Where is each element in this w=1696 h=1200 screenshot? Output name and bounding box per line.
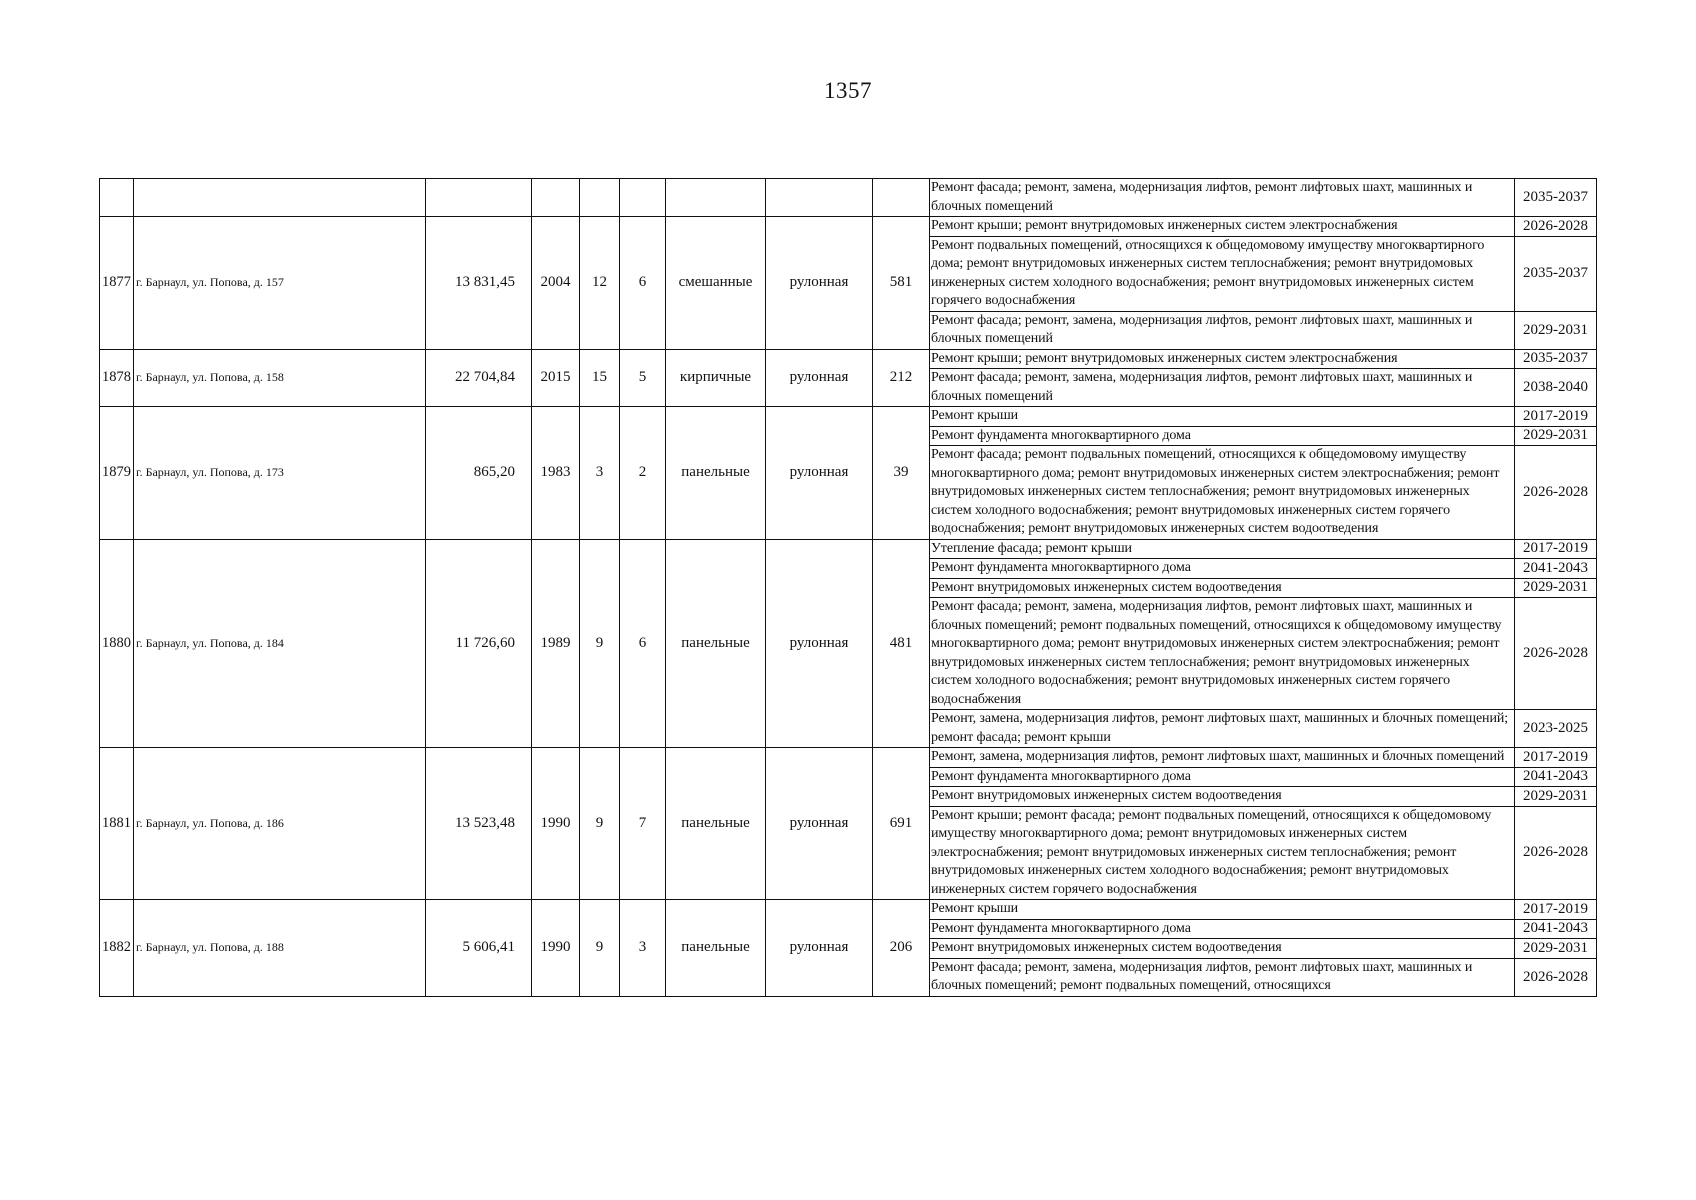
work-description: Ремонт крыши; ремонт внутридомовых инженерных систем электроснабжения [930, 349, 1515, 369]
work-description: Ремонт, замена, модернизация лифтов, ремонт лифтовых шахт, машинных и блочных помещений [930, 748, 1515, 768]
building-number: 1882 [100, 900, 134, 997]
building-number: 1881 [100, 748, 134, 900]
wall-material: панельные [666, 748, 766, 900]
building-address: г. Барнаул, ул. Попова, д. 184 [134, 539, 426, 748]
work-description: Ремонт фасада; ремонт, замена, модернизация лифтов, ремонт лифтовых шахт, машинных и блочных помещений; ремонт подвальных помещений, относящихся к общедомовому имуществу многоквартирного дома; ремонт внутридомовых инженерных систем электроснабжения; ремонт внутридомовых инженерных систем теплоснабжения; ремонт внутридомовых инженерных систем холодного водоснабжения; ремонт внутридомовых инженерных систем горячего водоснабжения [930, 598, 1515, 710]
entrances-count: 7 [620, 748, 666, 900]
entrances-count: 3 [620, 900, 666, 997]
roof-type: рулонная [766, 349, 873, 407]
table-row [100, 900, 1597, 920]
empty-cell [532, 179, 580, 217]
work-period: 2017-2019 [1515, 748, 1597, 768]
building-address: г. Барнаул, ул. Попова, д. 157 [134, 217, 426, 350]
wall-material: кирпичные [666, 349, 766, 407]
work-period: 2026-2028 [1515, 598, 1597, 710]
residents-count: 39 [873, 407, 930, 540]
work-period: 2041-2043 [1515, 559, 1597, 579]
building-number: 1877 [100, 217, 134, 350]
roof-type: рулонная [766, 748, 873, 900]
residents-count: 691 [873, 748, 930, 900]
work-period: 2029-2031 [1515, 787, 1597, 807]
building-address: г. Барнаул, ул. Попова, д. 158 [134, 349, 426, 407]
work-period: 2017-2019 [1515, 407, 1597, 427]
work-period: 2026-2028 [1515, 958, 1597, 996]
work-description: Ремонт подвальных помещений, относящихся к общедомовому имуществу многоквартирного дома; ремонт внутридомовых инженерных систем теплоснабжения; ремонт внутридомовых инженерных систем холодного водоснабжения; ремонт внутридомовых инженерных систем горячего водоснабжения [930, 236, 1515, 311]
entrances-count: 6 [620, 539, 666, 748]
work-description: Ремонт, замена, модернизация лифтов, ремонт лифтовых шахт, машинных и блочных помещений; ремонт фасада; ремонт крыши [930, 710, 1515, 748]
work-period: 2017-2019 [1515, 900, 1597, 920]
work-description: Ремонт фасада; ремонт, замена, модернизация лифтов, ремонт лифтовых шахт, машинных и блочных помещений [930, 369, 1515, 407]
floors-count: 12 [580, 217, 620, 350]
empty-cell [766, 179, 873, 217]
residents-count: 206 [873, 900, 930, 997]
work-description: Ремонт фундамента многоквартирного дома [930, 559, 1515, 579]
building-number: 1880 [100, 539, 134, 748]
entrances-count: 5 [620, 349, 666, 407]
table-row [100, 179, 1597, 217]
residents-count: 481 [873, 539, 930, 748]
roof-type: рулонная [766, 407, 873, 540]
capital-repair-table [99, 178, 1597, 997]
table-row [100, 349, 1597, 369]
build-year: 1990 [532, 748, 580, 900]
wall-material: смешанные [666, 217, 766, 350]
roof-type: рулонная [766, 539, 873, 748]
residents-count: 212 [873, 349, 930, 407]
wall-material: панельные [666, 407, 766, 540]
building-address: г. Барнаул, ул. Попова, д. 188 [134, 900, 426, 997]
work-description: Ремонт фасада; ремонт, замена, модернизация лифтов, ремонт лифтовых шахт, машинных и блочных помещений; ремонт подвальных помещений, относящихся [930, 958, 1515, 996]
build-year: 1990 [532, 900, 580, 997]
work-period: 2026-2028 [1515, 217, 1597, 237]
work-period: 2023-2025 [1515, 710, 1597, 748]
empty-cell [134, 179, 426, 217]
residents-count: 581 [873, 217, 930, 350]
table-row [100, 539, 1597, 559]
build-year: 2004 [532, 217, 580, 350]
empty-cell [100, 179, 134, 217]
work-period: 2041-2043 [1515, 919, 1597, 939]
build-year: 1983 [532, 407, 580, 540]
work-description: Ремонт фундамента многоквартирного дома [930, 426, 1515, 446]
work-description: Ремонт фундамента многоквартирного дома [930, 919, 1515, 939]
build-year: 2015 [532, 349, 580, 407]
table-row [100, 217, 1597, 237]
work-description: Ремонт внутридомовых инженерных систем водоотведения [930, 787, 1515, 807]
empty-cell [620, 179, 666, 217]
work-description: Ремонт крыши; ремонт внутридомовых инженерных систем электроснабжения [930, 217, 1515, 237]
floors-count: 15 [580, 349, 620, 407]
empty-cell [873, 179, 930, 217]
table-row [100, 748, 1597, 768]
work-period: 2035-2037 [1515, 349, 1597, 369]
work-period: 2026-2028 [1515, 806, 1597, 900]
roof-type: рулонная [766, 217, 873, 350]
table-row [100, 407, 1597, 427]
building-address: г. Барнаул, ул. Попова, д. 186 [134, 748, 426, 900]
work-period: 2035-2037 [1515, 179, 1597, 217]
work-description: Ремонт внутридомовых инженерных систем водоотведения [930, 939, 1515, 959]
total-area: 13 523,48 [426, 748, 532, 900]
table-body [100, 179, 1597, 997]
wall-material: панельные [666, 539, 766, 748]
total-area: 11 726,60 [426, 539, 532, 748]
work-period: 2041-2043 [1515, 767, 1597, 787]
work-description: Ремонт фундамента многоквартирного дома [930, 767, 1515, 787]
work-description: Ремонт крыши [930, 407, 1515, 427]
empty-cell [426, 179, 532, 217]
roof-type: рулонная [766, 900, 873, 997]
total-area: 22 704,84 [426, 349, 532, 407]
work-description: Утепление фасада; ремонт крыши [930, 539, 1515, 559]
building-number: 1879 [100, 407, 134, 540]
floors-count: 9 [580, 748, 620, 900]
work-period: 2038-2040 [1515, 369, 1597, 407]
total-area: 865,20 [426, 407, 532, 540]
work-description: Ремонт фасада; ремонт, замена, модернизация лифтов, ремонт лифтовых шахт, машинных и блочных помещений [930, 179, 1515, 217]
work-period: 2029-2031 [1515, 311, 1597, 349]
floors-count: 9 [580, 900, 620, 997]
building-address: г. Барнаул, ул. Попова, д. 173 [134, 407, 426, 540]
empty-cell [580, 179, 620, 217]
work-period: 2026-2028 [1515, 446, 1597, 540]
work-period: 2029-2031 [1515, 426, 1597, 446]
wall-material: панельные [666, 900, 766, 997]
work-description: Ремонт внутридомовых инженерных систем водоотведения [930, 578, 1515, 598]
total-area: 5 606,41 [426, 900, 532, 997]
total-area: 13 831,45 [426, 217, 532, 350]
work-period: 2017-2019 [1515, 539, 1597, 559]
work-description: Ремонт фасада; ремонт подвальных помещений, относящихся к общедомовому имуществу многоквартирного дома; ремонт внутридомовых инженерных систем электроснабжения; ремонт внутридомовых инженерных систем теплоснабжения; ремонт внутридомовых инженерных систем холодного водоснабжения; ремонт внутридомовых инженерных систем горячего водоснабжения; ремонт внутридомовых инженерных систем водоотведения [930, 446, 1515, 540]
work-description: Ремонт крыши; ремонт фасада; ремонт подвальных помещений, относящихся к общедомовому имуществу многоквартирного дома; ремонт внутридомовых инженерных систем электроснабжения; ремонт внутридомовых инженерных систем теплоснабжения; ремонт внутридомовых инженерных систем холодного водоснабжения; ремонт внутридомовых инженерных систем горячего водоснабжения [930, 806, 1515, 900]
build-year: 1989 [532, 539, 580, 748]
work-description: Ремонт фасада; ремонт, замена, модернизация лифтов, ремонт лифтовых шахт, машинных и блочных помещений [930, 311, 1515, 349]
entrances-count: 6 [620, 217, 666, 350]
entrances-count: 2 [620, 407, 666, 540]
empty-cell [666, 179, 766, 217]
floors-count: 9 [580, 539, 620, 748]
building-number: 1878 [100, 349, 134, 407]
work-description: Ремонт крыши [930, 900, 1515, 920]
work-period: 2035-2037 [1515, 236, 1597, 311]
page-number: 1357 [824, 78, 872, 103]
floors-count: 3 [580, 407, 620, 540]
work-period: 2029-2031 [1515, 578, 1597, 598]
work-period: 2029-2031 [1515, 939, 1597, 959]
